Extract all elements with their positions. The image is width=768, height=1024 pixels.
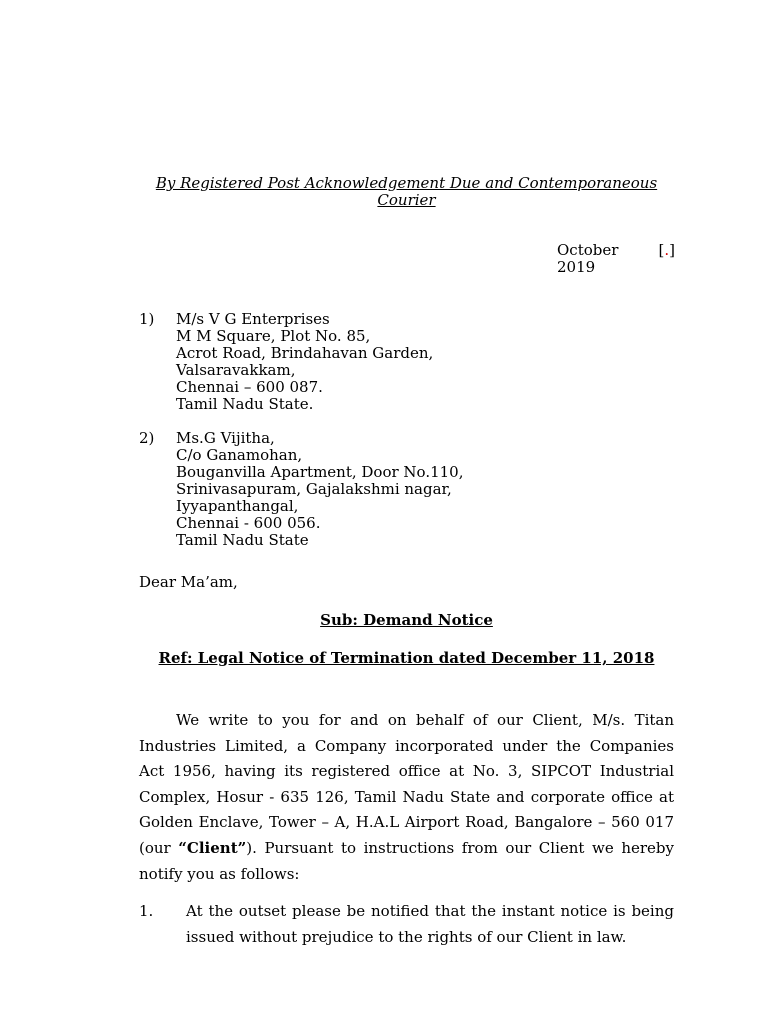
intro-text-continued: ). Pursuant to instructions from our Client we hereby notify you as follows: bbox=[139, 838, 674, 883]
addressee-2 bbox=[139, 430, 463, 549]
intro-text: We write to you for and on behalf of our Client, M/s. Titan Industries Limited, a Company incorporated under the Companies Act 1956, having its registered office at No. 3, SIPCOT Industrial Complex, Hosur - 635 126, Tamil Nadu State and corporate office at Golden Enclave, Tower – A, H.A.L Airport Road, Bangalore – 560 017 (our bbox=[139, 711, 674, 857]
addressee-1 bbox=[139, 311, 433, 413]
letter-date bbox=[557, 242, 675, 276]
addressee-address bbox=[176, 311, 433, 413]
date-bracket-open: [ bbox=[658, 241, 665, 259]
defined-term-client: “Client” bbox=[178, 838, 247, 857]
salutation: Dear Ma’am, bbox=[139, 573, 238, 591]
address-line: Tamil Nadu State. bbox=[176, 395, 314, 413]
address-line: M/s V G Enterprises bbox=[176, 310, 330, 328]
address-line: C/o Ganamohan, bbox=[176, 446, 303, 464]
date-row bbox=[557, 242, 675, 259]
address-line: Srinivasapuram, Gajalakshmi nagar, bbox=[176, 480, 452, 498]
numbered-point bbox=[139, 899, 674, 950]
date-year: 2019 bbox=[557, 258, 596, 276]
date-bracket-close: ] bbox=[669, 241, 675, 259]
address-line: Iyyapanthangal, bbox=[176, 497, 299, 515]
address-line: M M Square, Plot No. 85, bbox=[176, 327, 371, 345]
point-number: 1. bbox=[139, 902, 154, 920]
reference-line: Ref: Legal Notice of Termination dated December 11, 2018 bbox=[158, 649, 655, 667]
date-day-placeholder bbox=[659, 242, 676, 259]
address-line: Bouganvilla Apartment, Door No.110, bbox=[176, 463, 464, 481]
point-text: At the outset please be notified that the instant notice is being issued without prejudice to the rights of our Client in law. bbox=[186, 902, 674, 946]
addressee-number: 1) bbox=[139, 310, 155, 328]
date-month: October bbox=[557, 241, 619, 259]
intro-paragraph bbox=[139, 708, 674, 887]
address-line: Ms.G Vijitha, bbox=[176, 429, 275, 447]
subject-line: Sub: Demand Notice bbox=[320, 611, 493, 629]
addressee-number: 2) bbox=[139, 429, 155, 447]
date-placeholder-dot: . bbox=[664, 241, 670, 259]
address-line: Acrot Road, Brindahavan Garden, bbox=[176, 344, 434, 362]
address-line: Tamil Nadu State bbox=[176, 531, 309, 549]
addressee-address bbox=[176, 430, 463, 549]
address-line: Chennai – 600 087. bbox=[176, 378, 323, 396]
address-line: Valsaravakkam, bbox=[176, 361, 296, 379]
delivery-mode-heading: By Registered Post Acknowledgement Due and Contemporaneous Courier bbox=[155, 174, 658, 209]
address-line: Chennai - 600 056. bbox=[176, 514, 321, 532]
